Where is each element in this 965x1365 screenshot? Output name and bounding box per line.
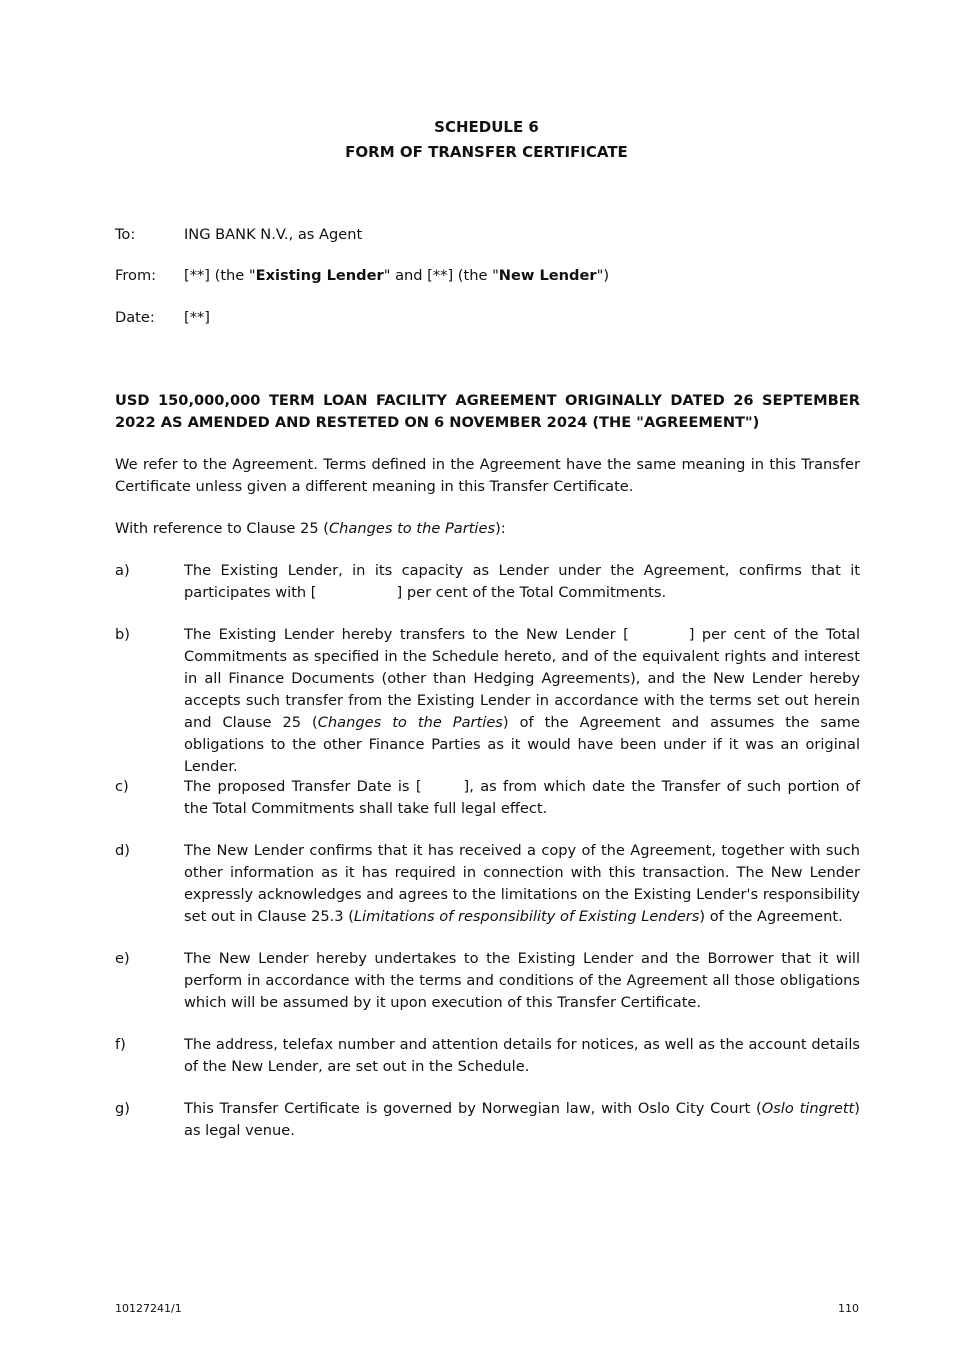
date-label: Date: [115,309,155,326]
date-value: [**] [184,309,210,326]
clause-text [184,1098,860,1142]
existing-lender-term: Existing Lender [255,267,384,284]
clause-f [115,1034,860,1078]
clause-g [115,1098,860,1142]
reference-paragraph [115,518,860,540]
to-row [115,224,860,246]
clause-number: c) [115,778,129,795]
reference-pre: With reference to Clause 25 ( [115,520,329,537]
clause-e [115,948,860,1014]
clause-number: f) [115,1036,126,1053]
clause-text [184,560,860,604]
reference-post: ): [495,520,506,537]
clause-c-pre: The proposed Transfer Date is [ [184,778,422,795]
clause-b-mid: ] per cent of the Total Commitments as specified in the Schedule hereto, and of the equivalent rights and interest in all Finance Documents (other than Hedging Agreements), and the New Lender hereby accepts such transfer from the Existing Lender in accordance with the terms set out herein and Clause 25 ( [184,626,861,731]
clause-number: e) [115,950,130,967]
schedule-number: SCHEDULE 6 [434,118,539,136]
clause-d-italic: Limitations of responsibility of Existing Lenders [353,908,700,925]
clause-a-pre: The Existing Lender, in its capacity as Lender under the Agreement, confirms that it participates with [ [184,562,860,601]
to-value: ING BANK N.V., as Agent [184,226,363,243]
clause-a-post: ] per cent of the Total Commitments. [396,584,667,601]
clause-d [115,840,860,928]
document-reference: 10127241/1 [115,1302,182,1315]
date-row [115,307,860,329]
page-number: 110 [838,1302,859,1315]
clause-number: a) [115,562,130,579]
clause-text [184,840,860,928]
from-label: From: [115,267,157,284]
new-lender-term: New Lender [498,267,597,284]
clause-b-italic: Changes to the Parties [317,714,503,731]
schedule-title: FORM OF TRANSFER CERTIFICATE [345,143,628,161]
from-text-mid: " and [**] (the " [383,267,499,284]
clause-b-pre: The Existing Lender hereby transfers to the New Lender [ [184,626,629,643]
clause-a [115,560,860,604]
clause-b-post: ) of the Agreement and assumes the same obligations to the other Finance Parties as it would have been under if it was an original Lender. [184,714,860,775]
from-value [184,265,860,287]
clause-number: b) [115,626,130,643]
clause-g-pre: This Transfer Certificate is governed by Norwegian law, with Oslo City Court ( [184,1100,762,1117]
clause-g-post: ) as legal venue. [184,1100,860,1139]
clause-d-pre: The New Lender confirms that it has received a copy of the Agreement, together with such other information as it has required in connection with this transaction. The New Lender expressly acknowledges and agrees to the limitations on the Existing Lender's responsibility set out in Clause 25.3 ( [184,842,860,925]
clause-c [115,776,860,820]
from-row [115,265,860,287]
reference-italic: Changes to the Parties [328,520,496,537]
from-text-post: ") [596,267,610,284]
clause-text: The address, telefax number and attention details for notices, as well as the account details of the New Lender, are set out in the Schedule. [184,1036,860,1075]
from-text-pre: [**] (the " [184,267,256,284]
clause-c-post: ], as from which date the Transfer of such portion of the Total Commitments shall take full legal effect. [184,778,860,817]
clause-text [184,776,860,820]
intro-paragraph: We refer to the Agreement. Terms defined in the Agreement have the same meaning in this Transfer Certificate unless given a different meaning in this Transfer Certificate. [115,456,860,495]
clause-g-italic: Oslo tingrett [761,1100,855,1117]
to-label: To: [115,226,136,243]
clause-number: d) [115,842,130,859]
clause-d-post: ) of the Agreement. [699,908,843,925]
clause-text: The New Lender hereby undertakes to the Existing Lender and the Borrower that it will perform in accordance with the terms and conditions of the Agreement all those obligations which will be assumed by it upon execution of this Transfer Certificate. [184,950,860,1011]
clause-text [184,624,860,778]
page-title [0,115,965,165]
clause-number: g) [115,1100,130,1117]
agreement-heading: USD 150,000,000 TERM LOAN FACILITY AGREEMENT ORIGINALLY DATED 26 SEPTEMBER 2022 AS AMENDED AND RESTETED ON 6 NOVEMBER 2024 (THE "AGREEMENT") [115,392,860,431]
clause-b [115,624,860,778]
